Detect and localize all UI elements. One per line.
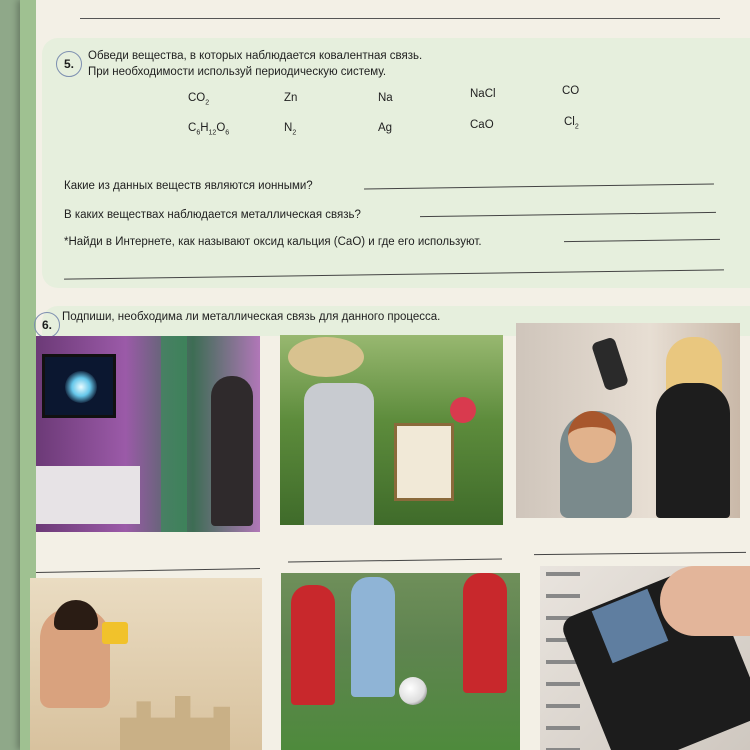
photo-beach-sandcastle bbox=[30, 578, 262, 750]
question-metallic: В каких веществах наблюдается металлическая связь? bbox=[64, 209, 361, 221]
question-ionic: Какие из данных веществ являются ионными? bbox=[64, 180, 313, 192]
task-6-number: 6. bbox=[34, 312, 60, 338]
tv-screen bbox=[42, 354, 116, 418]
screen-burst bbox=[65, 371, 97, 403]
photo-football bbox=[281, 573, 520, 750]
task-5-instruction-line2: При необходимости используй периодическую систему. bbox=[88, 66, 387, 78]
photo-hairdresser bbox=[516, 323, 740, 518]
girl-hair bbox=[54, 600, 98, 630]
rose-flower bbox=[450, 397, 476, 423]
sand-castle bbox=[120, 696, 230, 750]
hairdresser-body bbox=[656, 383, 730, 518]
formula-zn[interactable]: Zn bbox=[284, 92, 298, 104]
question-calcium-oxide: *Найди в Интернете, как называют оксид кальция (CaO) и где его используют. bbox=[64, 236, 482, 248]
photo-tv-room bbox=[36, 336, 260, 532]
formula-na[interactable]: Na bbox=[378, 92, 393, 104]
hand-with-stylus bbox=[660, 566, 750, 636]
person-with-remote bbox=[211, 376, 253, 526]
formula-ag[interactable]: Ag bbox=[378, 122, 393, 134]
client-head bbox=[568, 411, 616, 463]
formula-cao[interactable]: CaO bbox=[470, 119, 494, 131]
photo-painter bbox=[280, 335, 503, 525]
answer-line-top[interactable] bbox=[80, 18, 720, 19]
formula-n2[interactable]: $N_2$ bbox=[284, 122, 297, 137]
yellow-bucket bbox=[102, 622, 128, 644]
tv-cabinet bbox=[36, 466, 140, 524]
hair-dryer bbox=[591, 337, 629, 392]
player-red-1 bbox=[291, 585, 335, 705]
curtain bbox=[161, 336, 187, 532]
straw-hat bbox=[288, 337, 364, 377]
formula-co2[interactable]: $CO_2$ bbox=[188, 92, 210, 107]
football-ball bbox=[399, 677, 427, 705]
formula-c6h12o6[interactable]: $C_6H_{12}O_6$ bbox=[188, 122, 230, 137]
player-red-2 bbox=[463, 573, 507, 693]
formula-cl2[interactable]: $Cl_2$ bbox=[564, 116, 579, 131]
task-6-instruction: Подпиши, необходима ли металлическая связь для данного процесса. bbox=[62, 311, 441, 323]
player-blue bbox=[351, 577, 395, 697]
formula-nacl[interactable]: NaCl bbox=[470, 88, 496, 100]
task-5-instruction-line1: Обведи вещества, в которых наблюдается ковалентная связь. bbox=[88, 50, 423, 62]
easel bbox=[394, 423, 454, 501]
task-5-number: 5. bbox=[56, 51, 82, 77]
formula-co[interactable]: CO bbox=[562, 85, 580, 97]
painter-body bbox=[304, 383, 374, 525]
photo-mobile-phone bbox=[540, 566, 750, 750]
